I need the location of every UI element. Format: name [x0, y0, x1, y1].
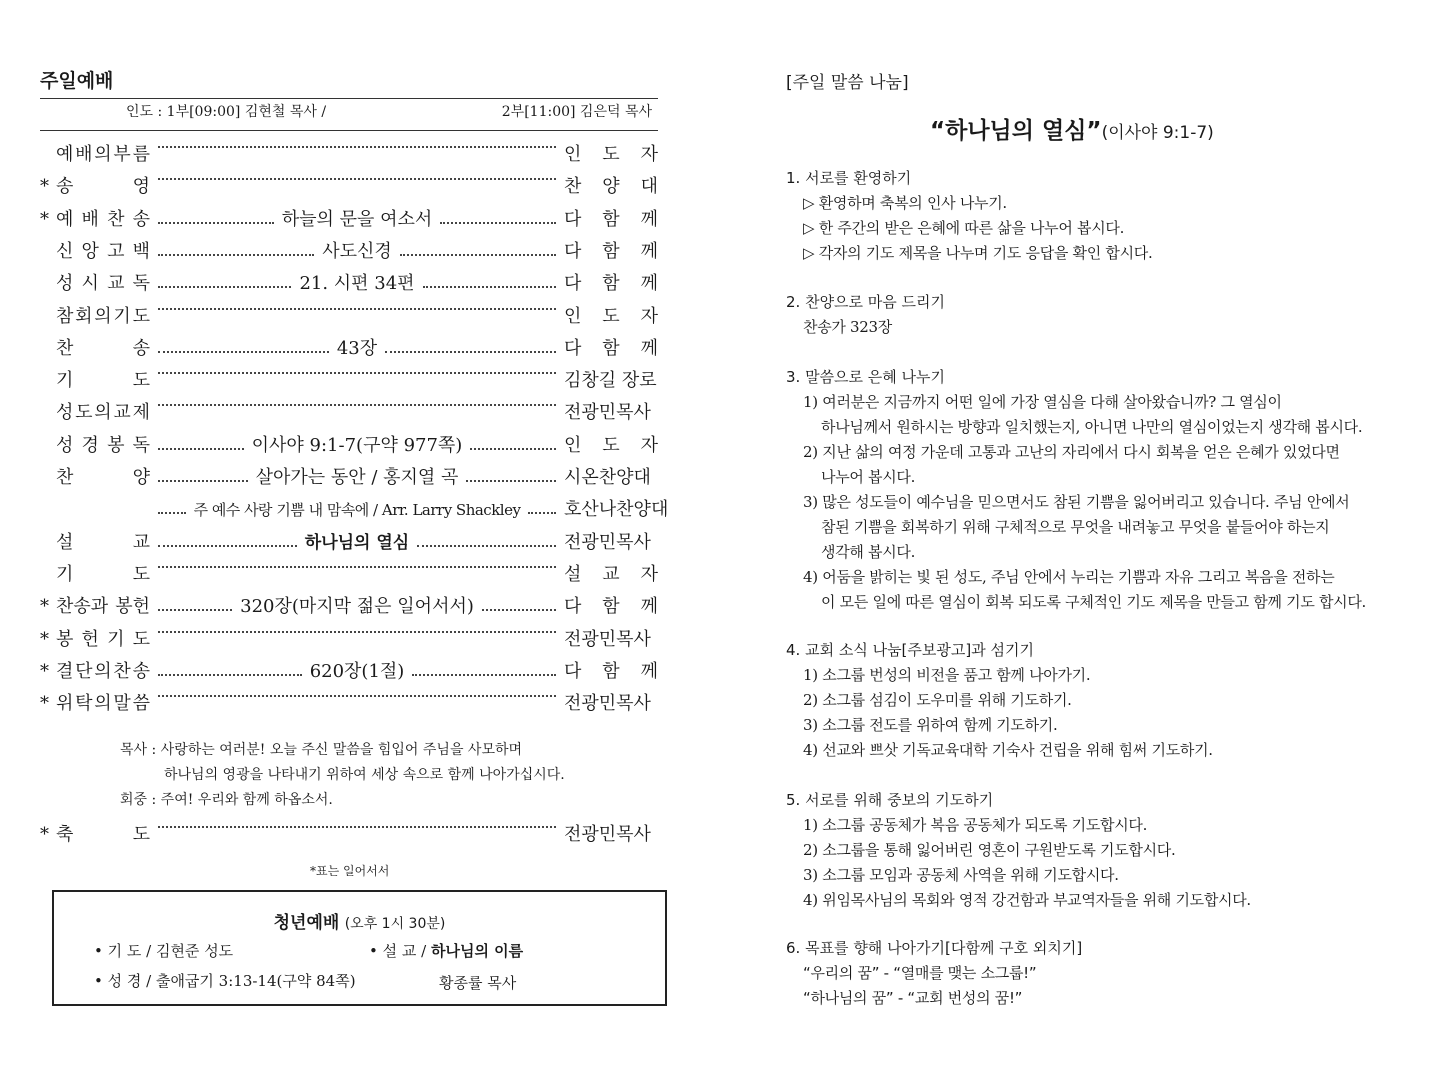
youth-sermon [369, 940, 523, 961]
order-item-name: 참 회 의 기 도 [56, 305, 150, 327]
section-heading: 6. 목표를 향해 나아가기[다함께 구호 외치기] [786, 939, 1083, 957]
sending-dialogue [120, 738, 660, 813]
worship-title: 주일예배 [40, 70, 114, 92]
order-item-detail [158, 302, 556, 310]
order-item-leader: 다 함 께 [564, 273, 658, 295]
standing-note: *표는 일어서서 [310, 864, 390, 878]
order-item-leader: 인 도 자 [564, 305, 658, 327]
order-row [40, 302, 658, 332]
section-heading: 4. 교회 소식 나눔[주보광고]과 섬기기 [786, 641, 1034, 659]
order-item-detail [158, 366, 556, 374]
sharing-header: [주일 말씀 나눔] [786, 73, 909, 93]
order-item-name: 결 단 의 찬 송 [56, 660, 150, 682]
section-line: 이 모든 일에 따른 열심이 회복 되도록 구체적인 기도 제목을 만들고 함께 기도 합시다. [821, 593, 1367, 611]
order-item-detail: 하늘의 문을 여소서 [158, 205, 556, 235]
section-line: 참된 기쁨을 회복하기 위해 구체적으로 무엇을 내려놓고 무엇을 붙들어야 하는지 [821, 518, 1330, 536]
order-item-name: 예 배 찬 송 [56, 208, 150, 230]
youth-scripture: • 성 경 / 출애굽기 3:13-14(구약 84쪽) [94, 972, 356, 990]
order-row [40, 560, 658, 590]
order-row [40, 205, 658, 235]
order-item-detail: 살아가는 동안 / 홍지열 곡 [158, 463, 556, 493]
order-row [40, 657, 658, 687]
order-row [40, 463, 658, 493]
standing-mark: * [40, 596, 49, 618]
benediction-name: 축 도 [56, 824, 150, 845]
youth-sermon-label: • 설 교 / [369, 942, 431, 960]
order-item-name: 찬 송 [56, 337, 150, 359]
section-line: 3) 많은 성도들이 예수님을 믿으면서도 참된 기쁨을 잃어버리고 있습니다. 주님 안에서 [803, 493, 1350, 511]
order-row [40, 431, 658, 461]
order-item-name: 성 도 의 교 제 [56, 402, 150, 424]
section-line: 1) 소그룹 번성의 비전을 품고 함께 나아가기. [803, 666, 1091, 684]
youth-time: (오후 1시 30분) [344, 916, 446, 932]
order-item-detail: 주 예수 사랑 기쁨 내 맘속에 / Arr. Larry Shackley [158, 495, 556, 525]
order-item-name: 예 배 의 부 름 [56, 144, 150, 165]
order-item-leader: 찬 양 대 [564, 176, 658, 198]
order-item-detail: 320장(마지막 젊은 일어서서) [158, 592, 556, 622]
section-heading: 1. 서로를 환영하기 [786, 169, 912, 187]
section-line: 생각해 봅시다. [821, 543, 916, 561]
youth-title-text: 청년예배 [273, 913, 340, 933]
section-line: 2) 소그룹 섬김이 도우미를 위해 기도하기. [803, 691, 1072, 709]
order-row [40, 269, 658, 299]
order-item-leader: 설 교 자 [564, 563, 658, 585]
benediction-row [40, 820, 658, 850]
section-heading: 5. 서로를 위해 중보의 기도하기 [786, 791, 994, 809]
order-item-detail [158, 172, 556, 180]
section-line: 4) 위임목사님의 목회와 영적 강건함과 부교역자들을 위해 기도합시다. [803, 891, 1251, 909]
order-row [40, 237, 658, 267]
order-item-detail: 하나님의 열심 [158, 528, 556, 558]
order-row [40, 592, 658, 622]
section-line: “우리의 꿈” - “열매를 맺는 소그룹!” [803, 964, 1037, 982]
section-line: 4) 어둠을 밝히는 빛 된 성도, 주님 안에서 누리는 기쁨과 자유 그리고 복음을 전하는 [803, 568, 1335, 586]
order-item-leader: 호산나찬양대 [564, 499, 669, 521]
youth-preacher: 황종률 목사 [439, 974, 517, 992]
section-line: 2) 지난 삶의 여정 가운데 고통과 고난의 자리에서 다시 회복을 얻은 은혜가 있었다면 [803, 443, 1340, 461]
order-item-leader: 다 함 께 [564, 208, 658, 230]
order-item-name: 찬송과 봉헌 [56, 596, 150, 618]
order-item-leader: 전광민목사 [564, 693, 651, 715]
order-row [40, 528, 658, 558]
section-line: 2) 소그룹을 통해 잃어버린 영혼이 구원받도록 기도합시다. [803, 841, 1176, 859]
leaders-second-service: 2부[11:00] 김은덕 목사 [501, 104, 652, 120]
section-line: 3) 소그룹 전도를 위하여 함께 기도하기. [803, 716, 1058, 734]
section-line: 찬송가 323장 [803, 318, 892, 336]
leaders-first-service: 인도 : 1부[09:00] 김현철 목사 / [126, 104, 327, 120]
youth-worship-box [52, 890, 667, 1006]
sermon-title-text: “하나님의 열심” [930, 118, 1102, 144]
leaders-divider [40, 130, 658, 131]
order-item-detail: 620장(1절) [158, 657, 556, 687]
youth-sermon-title: 하나님의 이름 [430, 942, 524, 960]
pastor-line-1: 목사 : 사랑하는 여러분! 오늘 주신 말씀을 힘입어 주님을 사모하며 [120, 742, 523, 758]
order-row [40, 172, 658, 202]
leader-dots [158, 820, 556, 828]
order-item-leader: 전광민목사 [564, 531, 651, 553]
order-item-detail [158, 140, 556, 148]
benediction-leader: 전광민목사 [564, 824, 651, 845]
sharing-section [786, 638, 1386, 763]
order-row [40, 625, 658, 655]
order-item-detail: 43장 [158, 334, 556, 364]
order-row [40, 334, 658, 364]
section-heading: 2. 찬양으로 마음 드리기 [786, 293, 946, 311]
standing-mark: * [40, 824, 49, 845]
standing-mark: * [40, 208, 49, 230]
standing-mark: * [40, 628, 49, 650]
order-item-leader: 김창길 장로 [564, 370, 657, 392]
order-item-leader: 다 함 께 [564, 240, 658, 262]
order-item-detail [158, 689, 556, 697]
order-item-detail: 사도신경 [158, 237, 556, 267]
order-item-name: 기 도 [56, 370, 150, 392]
worship-order-page [40, 0, 669, 1080]
order-item-leader: 전광민목사 [564, 402, 651, 424]
order-item-name: 기 도 [56, 563, 150, 585]
section-line: 3) 소그룹 모임과 공동체 사역을 위해 기도합시다. [803, 866, 1119, 884]
section-line: ▷ 한 주간의 받은 은혜에 따른 삶을 나누어 봅시다. [803, 219, 1125, 237]
congregation-line: 회중 : 주여! 우리와 함께 하옵소서. [120, 792, 333, 808]
sharing-section [786, 936, 1386, 1011]
order-item-leader: 전광민목사 [564, 628, 651, 650]
sermon-sharing-page [786, 0, 1406, 1080]
order-item-name: 성 시 교 독 [56, 273, 150, 295]
standing-mark: * [40, 176, 49, 198]
order-item-leader: 인 도 자 [564, 144, 658, 165]
order-item-leader: 다 함 께 [564, 660, 658, 682]
section-line: “하나님의 꿈” - “교회 번성의 꿈!” [803, 989, 1023, 1007]
order-item-name: 찬 양 [56, 467, 150, 488]
order-item-detail [158, 625, 556, 633]
order-item-leader: 다 함 께 [564, 596, 658, 618]
order-item-detail: 21. 시편 34편 [158, 269, 556, 299]
section-line: 1) 소그룹 공동체가 복음 공동체가 되도록 기도합시다. [803, 816, 1148, 834]
order-item-name: 신 앙 고 백 [56, 240, 150, 262]
order-item-name: 위 탁 의 말 씀 [56, 693, 150, 715]
order-item-detail: 이사야 9:1-7(구약 977쪽) [158, 431, 556, 461]
order-item-leader: 시온찬양대 [564, 467, 651, 488]
order-row [40, 366, 658, 396]
pastor-line-2: 하나님의 영광을 나타내기 위하여 세상 속으로 함께 나아가십시다. [164, 767, 565, 783]
title-divider [40, 98, 658, 99]
sharing-section [786, 365, 1386, 615]
order-item-name: 성 경 봉 독 [56, 434, 150, 456]
sharing-section [786, 290, 1386, 340]
sermon-title [930, 112, 1214, 145]
order-row [40, 689, 658, 719]
standing-mark: * [40, 693, 49, 715]
order-item-leader: 인 도 자 [564, 434, 658, 456]
sharing-section [786, 788, 1386, 913]
standing-mark: * [40, 660, 49, 682]
section-line: ▷ 환영하며 축복의 인사 나누기. [803, 194, 1007, 212]
sermon-reference: (이사야 9:1-7) [1101, 123, 1214, 143]
order-item-name: 봉 헌 기 도 [56, 628, 150, 650]
section-line: ▷ 각자의 기도 제목을 나누며 기도 응답을 확인 합시다. [803, 244, 1153, 262]
order-item-name: 송 영 [56, 176, 150, 198]
section-line: 하나님께서 원하시는 방향과 일치했는지, 아니면 나만의 열심이었는지 생각해 봅시다. [821, 418, 1363, 436]
section-line: 4) 선교와 쁘삿 기독교육대학 기숙사 건립을 위해 힘써 기도하기. [803, 741, 1213, 759]
order-item-detail [158, 560, 556, 568]
order-item-leader: 다 함 께 [564, 337, 658, 359]
sharing-section [786, 166, 1386, 266]
order-row [40, 140, 658, 170]
order-row [40, 398, 658, 428]
section-line: 1) 여러분은 지금까지 어떤 일에 가장 열심을 다해 살아왔습니까? 그 열심이 [803, 393, 1282, 411]
order-item-detail [158, 398, 556, 406]
youth-title [54, 908, 665, 933]
order-row [40, 495, 669, 525]
section-heading: 3. 말씀으로 은혜 나누기 [786, 368, 946, 386]
order-item-name: 설 교 [56, 531, 150, 553]
youth-prayer: • 기 도 / 김현준 성도 [94, 942, 234, 960]
section-line: 나누어 봅시다. [821, 468, 916, 486]
